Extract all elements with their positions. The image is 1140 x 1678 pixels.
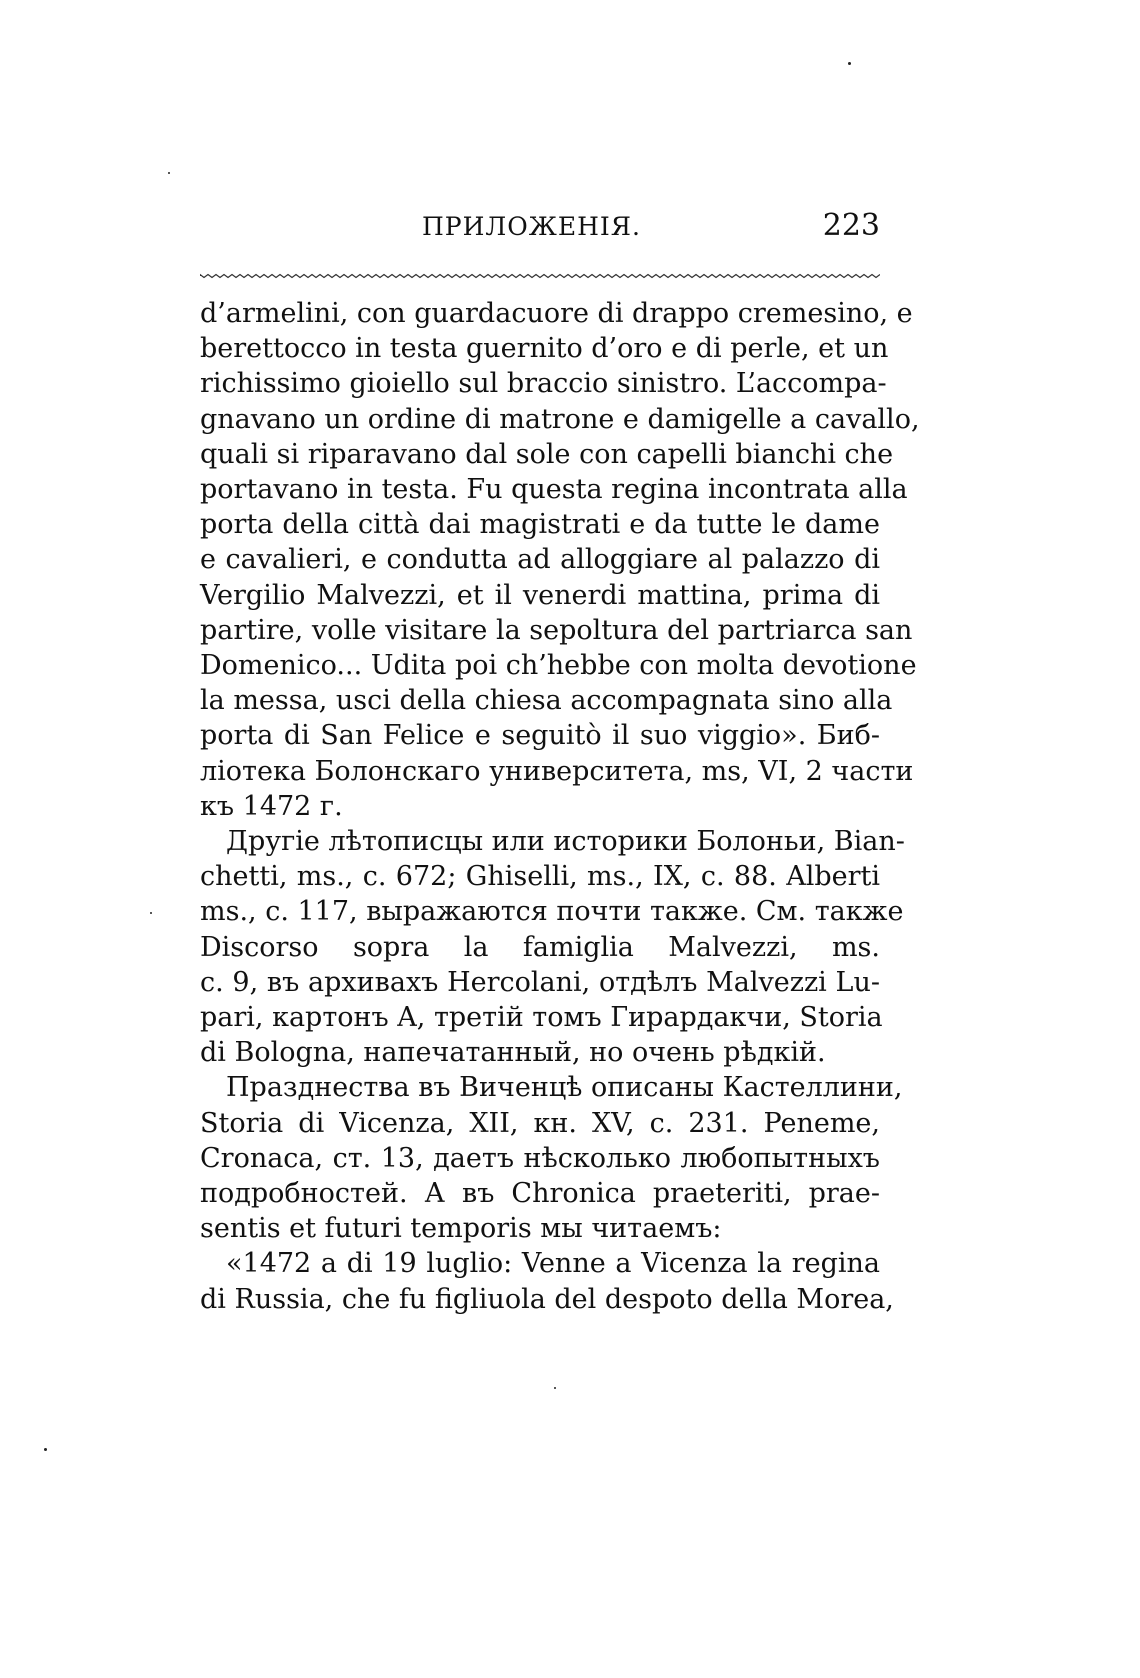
text-line: di Russia, che fu figliuola del despoto della Morea, <box>200 1284 894 1315</box>
print-speck <box>848 62 851 65</box>
print-speck <box>168 172 170 174</box>
text-line: ліотека Болонскаго университета, ms, VI, 2 части <box>200 756 914 787</box>
text-line: berettocco in testa guernito d’oro e di perle, et un <box>200 333 889 364</box>
text-line: sentis et futuri temporis мы читаемъ: <box>200 1213 722 1244</box>
running-header <box>200 208 880 248</box>
text-line: Празднества въ Виченцѣ описаны Кастеллини, <box>226 1072 903 1103</box>
text-line: richissimo gioiello sul braccio sinistro. L’accompa- <box>200 368 887 399</box>
text-line: porta di San Felice e seguitò il suo viggio». Биб- <box>200 720 880 751</box>
text-line: Другіе лѣтописцы или историки Болоньи, Bian- <box>226 826 905 857</box>
text-line: la messa, usci della chiesa accompagnata sino alla <box>200 685 893 716</box>
text-line: c. 9, въ архивахъ Hercolani, отдѣлъ Malvezzi Lu- <box>200 967 880 998</box>
text-line: porta della città dai magistrati e da tutte le dame <box>200 509 880 540</box>
print-speck <box>44 1448 47 1451</box>
running-title: ПРИЛОЖЕНІЯ. <box>422 212 641 241</box>
text-line: подробностей. А въ Chronica praeteriti, prae- <box>200 1178 880 1209</box>
text-line: e cavalieri, e condutta ad alloggiare al palazzo di <box>200 544 880 575</box>
text-line: gnavano un ordine di matrone e damigelle a cavallo, <box>200 404 920 435</box>
text-line: Cronaca, ст. 13, даетъ нѣсколько любопытныхъ <box>200 1143 880 1174</box>
text-line: Storia di Vicenza, XII, кн. XV, c. 231. Peneme, <box>200 1108 880 1139</box>
text-line: Domenico... Udita poi ch’hebbe con molta devotione <box>200 650 917 681</box>
text-line: d’armelini, con guardacuore di drappo cremesino, e <box>200 298 913 329</box>
text-line: «1472 a di 19 luglio: Venne a Vicenza la regina <box>226 1248 880 1279</box>
text-line: di Bologna, напечатанный, но очень рѣдкій. <box>200 1037 826 1068</box>
page-number: 223 <box>822 208 880 243</box>
text-line: chetti, ms., c. 672; Ghiselli, ms., IX, c. 88. Alberti <box>200 861 880 892</box>
text-line: pari, картонъ A, третій томъ Гирардакчи, Storia <box>200 1002 883 1033</box>
print-speck <box>150 912 152 914</box>
text-line: къ 1472 г. <box>200 791 343 822</box>
text-line: portavano in testa. Fu questa regina incontrata alla <box>200 474 908 505</box>
header-wavy-rule <box>200 273 880 279</box>
text-line: ms., c. 117, выражаются почти также. См. также <box>200 896 904 927</box>
text-line: Vergilio Malvezzi, et il venerdi mattina, prima di <box>200 580 880 611</box>
text-line: partire, volle visitare la sepoltura del partriarca san <box>200 615 913 646</box>
text-line: quali si riparavano dal sole con capelli bianchi che <box>200 439 894 470</box>
text-line: Discorso sopra la famiglia Malvezzi, ms. <box>200 932 880 963</box>
print-speck <box>554 1387 556 1389</box>
